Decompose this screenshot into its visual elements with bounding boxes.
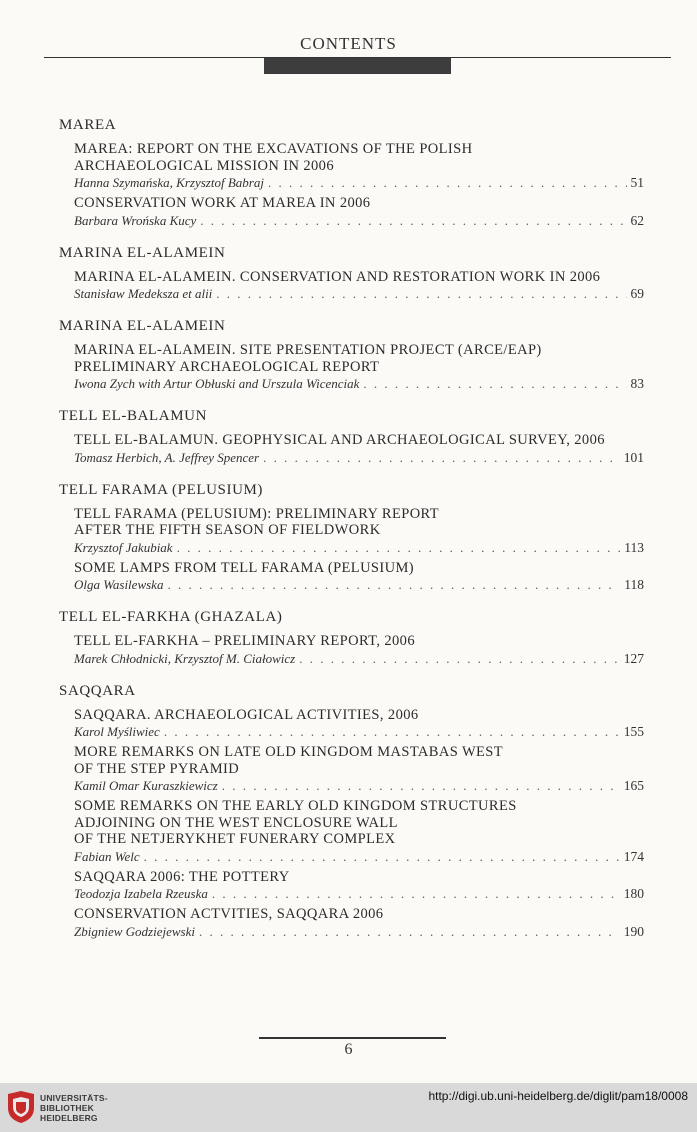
toc-entry[interactable] (74, 906, 644, 941)
toc-section (0, 317, 697, 393)
entry-page-number: 165 (623, 778, 644, 793)
entry-author-line (74, 174, 644, 192)
entry-author-line (74, 650, 644, 668)
entry-page-number: 69 (630, 286, 644, 301)
entry-page-number: 155 (623, 724, 644, 739)
entry-page-number: 174 (623, 848, 644, 864)
entry-author-line (74, 212, 644, 230)
entry-title: SAQQARA 2006: THE POTTERY (74, 868, 290, 885)
toc-section (0, 682, 697, 941)
toc-section (0, 608, 697, 668)
entry-page-number: 83 (630, 376, 644, 391)
entry-title: TELL EL-FARKHA – PRELIMINARY REPORT, 2006 (74, 633, 415, 649)
table-of-contents (0, 116, 697, 955)
entry-author: Karol Myśliwiec (74, 724, 160, 739)
entry-author-line (74, 285, 644, 303)
entry-page-number: 113 (624, 539, 644, 555)
library-line: HEIDELBERG (40, 1113, 98, 1123)
library-name[interactable] (40, 1093, 108, 1123)
dot-leader (199, 923, 620, 941)
section-title: MARINA EL-ALAMEIN (59, 244, 226, 261)
entry-author-line (74, 449, 644, 467)
toc-entry[interactable] (74, 195, 644, 230)
entry-title: TELL EL-BALAMUN. GEOPHYSICAL AND ARCHAEOLOGICAL SURVEY, 2006 (74, 432, 605, 448)
entry-author-line (74, 848, 644, 866)
entry-title: SAQQARA. ARCHAEOLOGICAL ACTIVITIES, 2006 (74, 706, 419, 723)
entry-author-line (74, 375, 644, 393)
toc-entry[interactable] (74, 798, 644, 866)
dot-leader (200, 212, 626, 230)
entry-title: MARINA EL-ALAMEIN. SITE PRESENTATION PROJECT (ARCE/EAP) PRELIMINARY ARCHAEOLOGICAL REPORT (74, 342, 542, 375)
entry-author-line (74, 923, 644, 941)
entry-author: Olga Wasilewska (74, 577, 164, 592)
entry-author: Iwona Zych with Artur Obłuski and Urszula Wicenciak (74, 376, 360, 391)
dot-leader (263, 449, 620, 467)
toc-entry[interactable] (74, 869, 644, 904)
entry-author-line (74, 777, 644, 795)
dot-leader (177, 539, 621, 557)
entry-author: Stanisław Medeksza et alii (74, 286, 213, 301)
toc-entry[interactable] (74, 707, 644, 742)
entry-title: SOME REMARKS ON THE EARLY OLD KINGDOM STRUCTURES ADJOINING ON THE WEST ENCLOSURE WALL OF THE NETJERYKHET FUNERARY COMPLEX (74, 798, 517, 847)
toc-section (0, 244, 697, 304)
source-url-link[interactable]: http://digi.ub.uni-heidelberg.de/diglit/pam18/0008 (428, 1089, 688, 1103)
section-title: SAQQARA (59, 682, 136, 699)
entry-author-line (74, 885, 644, 903)
entry-author: Marek Chłodnicki, Krzysztof M. Ciałowicz (74, 650, 296, 666)
university-seal-icon[interactable] (5, 1090, 37, 1124)
dot-leader (164, 723, 620, 741)
section-title: MAREA (59, 117, 117, 133)
entry-title: MORE REMARKS ON LATE OLD KINGDOM MASTABAS WEST OF THE STEP PYRAMID (74, 744, 504, 777)
dot-leader (212, 885, 620, 903)
section-title: MARINA EL-ALAMEIN (59, 318, 226, 334)
section-title: TELL FARAMA (PELUSIUM) (59, 481, 264, 498)
entry-author: Barbara Wrońska Kucy (74, 212, 197, 228)
entry-title: MARINA EL-ALAMEIN. CONSERVATION AND RESTORATION WORK IN 2006 (74, 268, 601, 285)
entry-title: MAREA: REPORT ON THE EXCAVATIONS OF THE POLISH ARCHAEOLOGICAL MISSION IN 2006 (74, 141, 473, 174)
entry-author: Tomasz Herbich, A. Jeffrey Spencer (74, 449, 260, 465)
entry-author: Hanna Szymańska, Krzysztof Babraj (74, 175, 264, 190)
toc-entry[interactable] (74, 506, 644, 557)
section-title: TELL EL-BALAMUN (59, 408, 207, 424)
entry-page-number: 62 (630, 212, 644, 228)
toc-section (0, 116, 697, 230)
entry-page-number: 190 (623, 923, 644, 939)
dot-leader (222, 777, 620, 795)
entry-author: Teodozja Izabela Rzeuska (74, 886, 208, 901)
toc-entry[interactable] (74, 560, 644, 595)
entry-title: CONSERVATION ACTVITIES, SAQQARA 2006 (74, 906, 384, 922)
dot-leader (299, 650, 620, 668)
toc-section (0, 481, 697, 595)
entry-page-number: 127 (623, 650, 644, 666)
entry-title: TELL FARAMA (PELUSIUM): PRELIMINARY REPORT AFTER THE FIFTH SEASON OF FIELDWORK (74, 505, 440, 538)
entry-author-line (74, 723, 644, 741)
toc-entry[interactable] (74, 141, 644, 192)
footer-bar (0, 1083, 697, 1132)
entry-title: CONSERVATION WORK AT MAREA IN 2006 (74, 195, 371, 211)
section-title: TELL EL-FARKHA (GHAZALA) (59, 609, 283, 625)
toc-entry[interactable] (74, 342, 644, 393)
toc-entry[interactable] (74, 432, 644, 467)
dot-leader (216, 285, 626, 303)
page-title: CONTENTS (300, 34, 397, 53)
entry-title: SOME LAMPS FROM TELL FARAMA (PELUSIUM) (74, 559, 415, 576)
entry-page-number: 180 (623, 886, 644, 901)
entry-author: Fabian Welc (74, 848, 140, 864)
dot-leader (363, 375, 626, 393)
dot-leader (268, 174, 627, 192)
entry-author: Zbigniew Godziejewski (74, 923, 195, 939)
library-line: UNIVERSITÄTS- (40, 1093, 108, 1103)
entry-page-number: 51 (630, 175, 644, 190)
entry-page-number: 118 (624, 577, 644, 592)
entry-author-line (74, 539, 644, 557)
dot-leader (144, 848, 620, 866)
entry-author: Kamil Omar Kuraszkiewicz (74, 778, 218, 793)
library-line: BIBLIOTHEK (40, 1103, 94, 1113)
entry-page-number: 101 (623, 449, 644, 465)
entry-author: Krzysztof Jakubiak (74, 539, 173, 555)
toc-entry[interactable] (74, 744, 644, 795)
toc-section (0, 407, 697, 467)
page-number: 6 (344, 1041, 353, 1058)
toc-entry[interactable] (74, 269, 644, 304)
entry-author-line (74, 576, 644, 594)
dot-leader (167, 576, 620, 594)
toc-entry[interactable] (74, 633, 644, 668)
header-bar (264, 58, 451, 74)
folio-rule (259, 1037, 446, 1039)
